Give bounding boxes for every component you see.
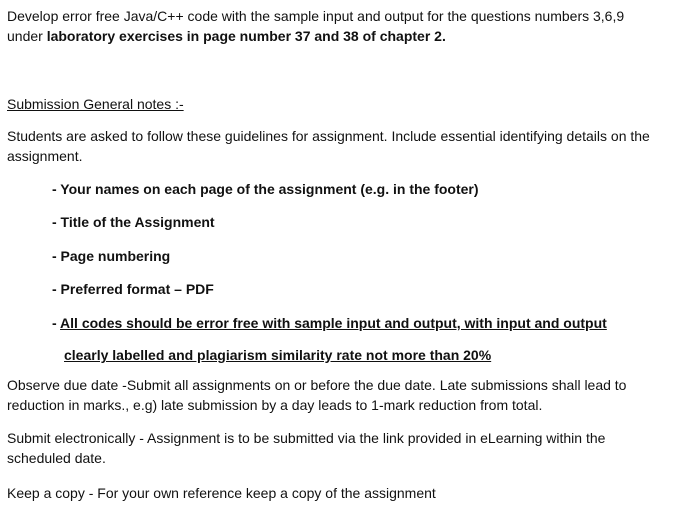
bullet-title: - Title of the Assignment [52,214,215,230]
intro-paragraph [7,6,683,46]
intro-line-2-bold: laboratory exercises in page number 37 and 38 of chapter 2. [46,28,446,44]
guidelines-line-1: Students are asked to follow these guidelines for assignment. Include essential identifying details on the [7,128,650,144]
bullet-error-free-codes [52,313,607,333]
submit-electronically-paragraph [7,428,683,468]
guidelines-line-2: assignment. [7,148,83,164]
intro-line-2-prefix: under [7,28,47,44]
bullet-names: - Your names on each page of the assignment (e.g. in the footer) [52,181,479,197]
submission-notes-heading: Submission General notes :- [7,96,184,112]
electronic-line-1: Submit electronically - Assignment is to be submitted via the link provided in eLearning within the [7,430,606,446]
due-date-line-1: Observe due date -Submit all assignments on or before the due date. Late submissions shall lead to [7,377,627,393]
guidelines-paragraph [7,126,683,166]
bullet-page-numbering: - Page numbering [52,248,171,264]
codes-line-2: clearly labelled and plagiarism similarity rate not more than 20% [64,347,492,363]
codes-line-1: All codes should be error free with sample input and output, with input and output [60,315,607,331]
due-date-paragraph [7,375,683,415]
intro-line-1: Develop error free Java/C++ code with the sample input and output for the questions numbers 3,6,9 [7,8,625,24]
electronic-line-2: scheduled date. [7,450,106,466]
bullet-preferred-format: - Preferred format – PDF [52,281,214,297]
due-date-line-2: reduction in marks., e.g) late submission by a day leads to 1-mark reduction from total. [7,397,543,413]
bullet-dash: - [52,315,61,331]
keep-copy-paragraph: Keep a copy - For your own reference keep a copy of the assignment [7,485,436,501]
